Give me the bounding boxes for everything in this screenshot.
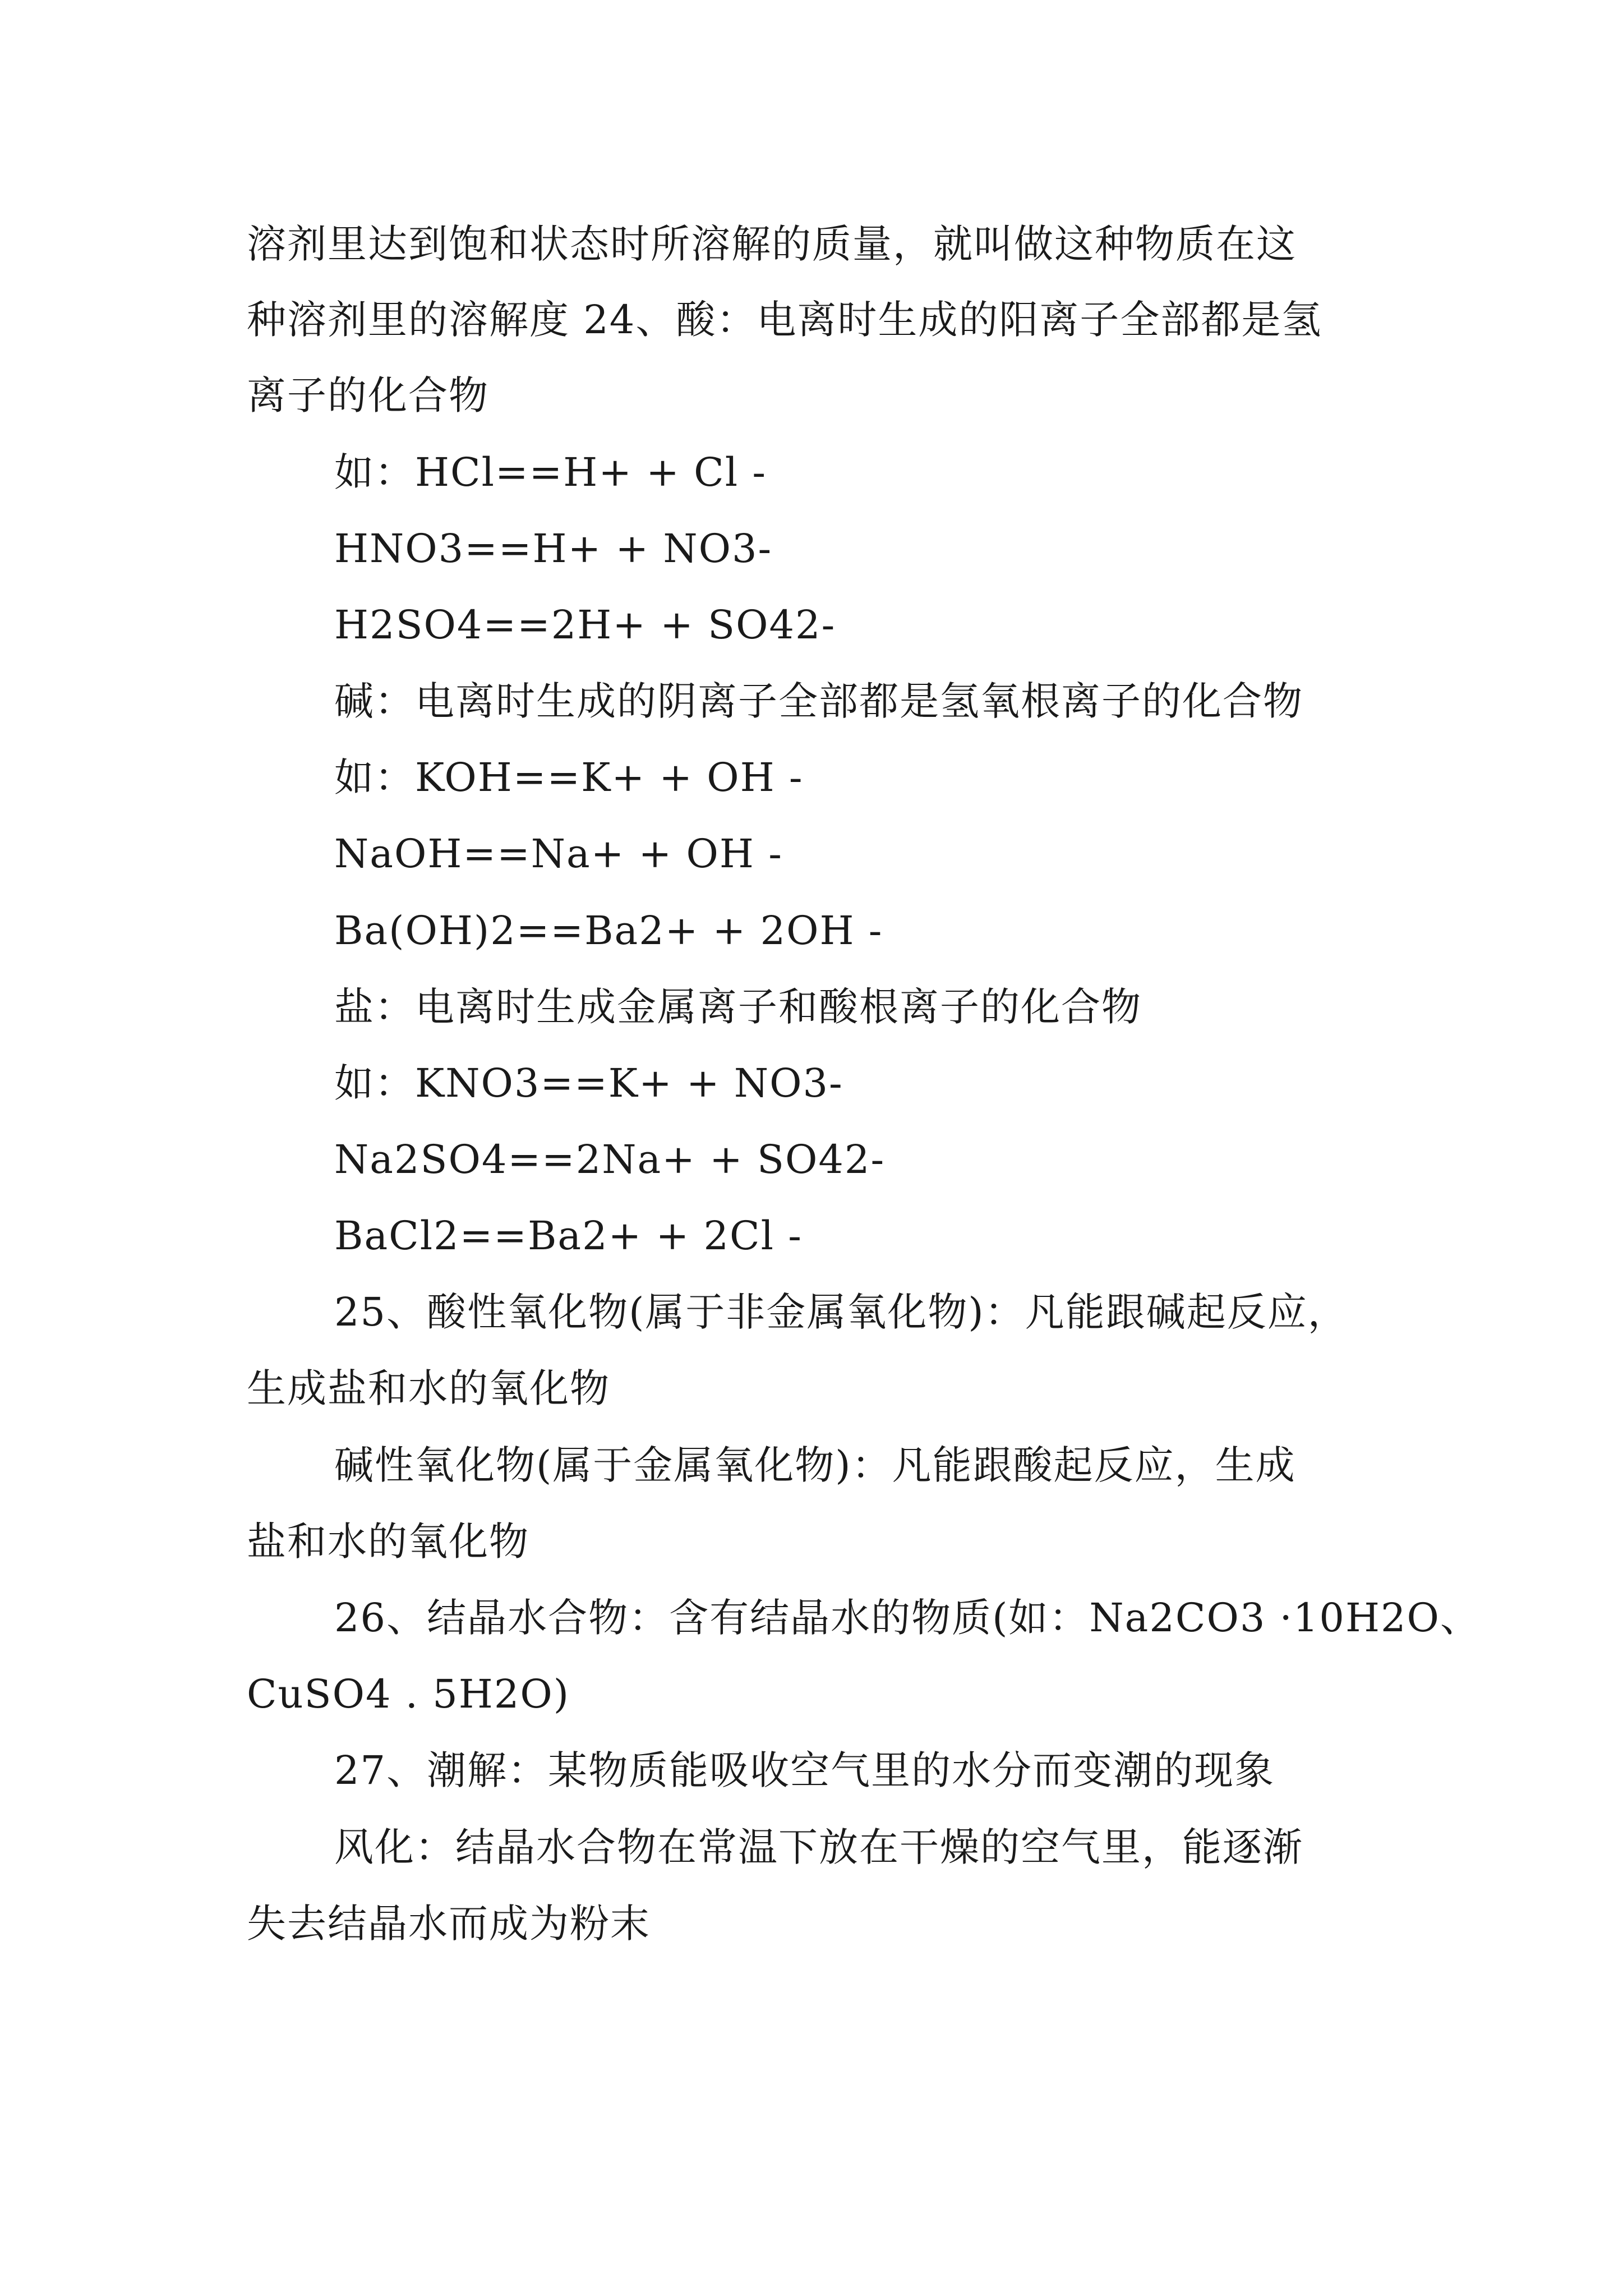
text-line: BaCl2==Ba2+ + 2Cl - — [334, 1213, 803, 1259]
text-line: Ba(OH)2==Ba2+ + 2OH - — [334, 908, 883, 954]
text-line: 碱：电离时生成的阴离子全部都是氢氧根离子的化合物 — [334, 678, 1303, 724]
text-line: 如：KOH==K+ + OH - — [334, 754, 804, 800]
text-line: 溶剂里达到饱和状态时所溶解的质量，就叫做这种物质在这 — [247, 221, 1297, 267]
text-line: 27、潮解：某物质能吸收空气里的水分而变潮的现象 — [334, 1747, 1275, 1793]
text-line: 碱性氧化物(属于金属氧化物)：凡能跟酸起反应，生成 — [334, 1442, 1296, 1488]
text-line: CuSO4 . 5H2O) — [247, 1671, 570, 1717]
text-line: 盐和水的氧化物 — [247, 1519, 529, 1565]
text-line: 25、酸性氧化物(属于非金属氧化物)：凡能跟碱起反应， — [334, 1289, 1348, 1335]
text-line: 如：HCl==H+ + Cl - — [334, 449, 767, 495]
text-line: 失去结晶水而成为粉末 — [247, 1901, 651, 1947]
text-line: Na2SO4==2Na+ + SO42- — [334, 1137, 886, 1182]
text-line: HNO3==H+ + NO3- — [334, 526, 773, 572]
text-line: 种溶剂里的溶解度 24、酸：电离时生成的阳离子全部都是氢 — [247, 297, 1322, 343]
text-line: 生成盐和水的氧化物 — [247, 1365, 610, 1411]
text-line: 离子的化合物 — [247, 372, 489, 418]
text-line: NaOH==Na+ + OH - — [334, 831, 783, 877]
text-line: H2SO4==2H+ + SO42- — [334, 602, 836, 648]
text-line: 26、结晶水合物：含有结晶水的物质(如：Na2CO3 ·10H2O、 — [334, 1595, 1481, 1641]
text-line: 盐：电离时生成金属离子和酸根离子的化合物 — [334, 984, 1142, 1030]
text-line: 如：KNO3==K+ + NO3- — [334, 1060, 843, 1106]
text-line: 风化：结晶水合物在常温下放在干燥的空气里，能逐渐 — [334, 1824, 1303, 1870]
